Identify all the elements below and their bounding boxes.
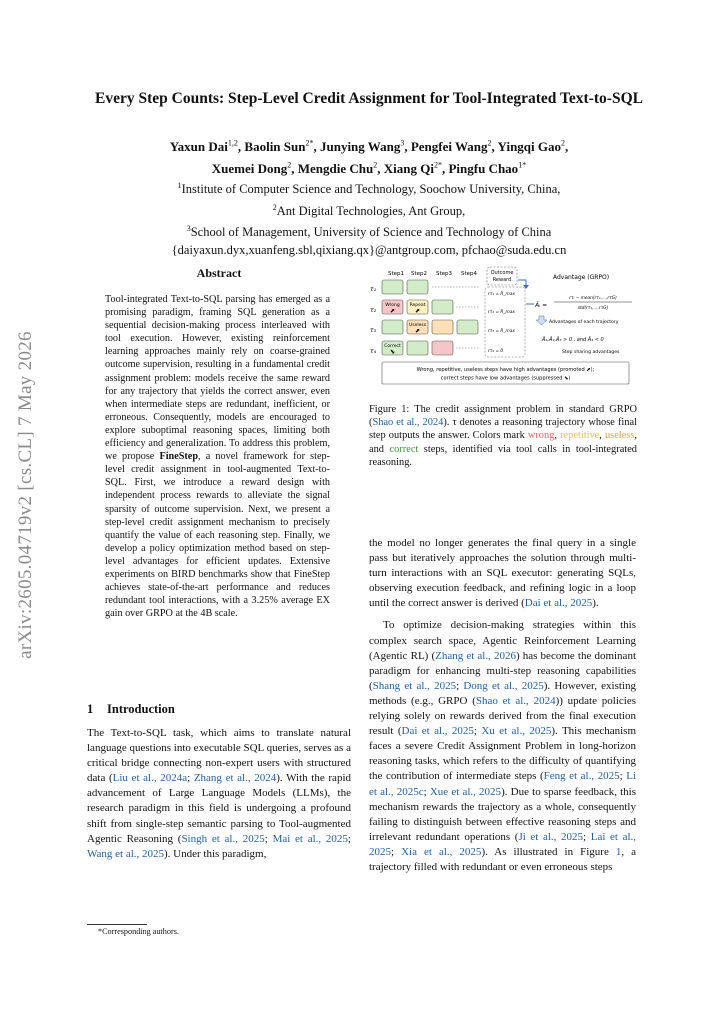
- citation-link[interactable]: Ji et al., 2025: [518, 830, 584, 843]
- affiliation: $^1$Institute of Computer Science and Technology, Soochow University, China,: [177, 181, 561, 197]
- body-paragraph: the model no longer generates the final query in a single pass but iteratively approaches the solution through multi-turn interactions with an SQL executor: generating SQLs, observing execution feedback, and refining logic in a loop until the correct answer is derived (Dai et al., 2025).: [369, 537, 636, 610]
- citation-link[interactable]: Li et al., 2025c: [369, 770, 636, 798]
- citation-link[interactable]: Xue et al., 2025: [429, 785, 502, 798]
- down-arrow-icon: [536, 316, 547, 325]
- body-paragraph: To optimize decision-making strategies within this complex search space, Agentic Reinforcement Learning (Agentic RL) (Zhang et al., 2026) has become the dominant paradigm for enhancing multi-step reasoning capabilities (Shang et al., 2025; Dong et al., 2025). However, existing methods (e.g., GRPO (Shao et al., 2024)) update policies relying solely on rewards derived from the final execution result (Dai et al., 2025; Xu et al., 2025). This mechanism faces a severe Credit Assignment Problem in long-horizon reasoning tasks, which refers to the difficulty of quantifying the contribution of intermediate steps (Feng et al., 2025; Li et al., 2025c; Xue et al., 2025). Due to sparse feedback, this mechanism rewards the trajectory as a whole, consequently failing to distinguish between effective reasoning steps and irrelevant redundant operations (Ji et al., 2025; Lai et al., 2025; Xia et al., 2025). As illustrated in Figure 1, a trajectory filled with redundant or even erroneous steps: [369, 619, 637, 873]
- citation-link[interactable]: Shao et al., 2024: [475, 694, 556, 707]
- promote-icon: ⬈: [389, 307, 396, 315]
- right-column-text: [369, 536, 636, 875]
- repetitive-color-word: repetitive: [560, 430, 600, 442]
- repeat-tag: Repeat: [409, 303, 426, 308]
- figure-note-line: Wrong, repetitive, useless steps have high advantages (promoted ⬈);: [416, 367, 595, 373]
- step-box-wrong: [432, 341, 453, 355]
- advantage-numerator: rτᵢ − mean(rτ₁,...,rτG): [569, 296, 617, 301]
- footnote-rule: [87, 924, 147, 925]
- step-box-correct: [382, 320, 403, 334]
- abstract-text: Tool-integrated Text-to-SQL parsing has emerged as a promising paradigm, framing SQL generation as a sequential decision-making process interleaved with tool execution. However, existing reinforcement learning approaches mainly rely on coarse-grained outcome supervision, resulting in a fundamental credit assignment problem: models receive the same reward for any trajectory that yields the correct answer, even when intermediate steps are redundant, inefficient, or erroneous. Consequently, models are encouraged to explore suboptimal reasoning spaces, limiting both efficiency and generalization. To address this problem, we propose FineStep, a novel framework for step-level credit assignment in tool-augmented Text-to-SQL. First, we introduce a reward design with independent process rewards to alleviate the signal sparsity of outcome supervision. Next, we present a step-level credit assignment mechanism to precisely quantify the value of each reasoning step. Finally, we develop a policy optimization method based on step-level advantages for efficient updates. Extensive experiments on BIRD benchmarks show that FineStep achieves state-of-the-art performance and reduces redundant tool interactions, with a 3.25% average EX gain over GRPO at the 4B scale.: [105, 294, 330, 620]
- step-box-useless: [432, 320, 453, 334]
- promote-icon: ⬈: [414, 327, 421, 335]
- author: Yaxun Dai$^{1,2}$,: [169, 139, 245, 155]
- reward-value: rτ₂ = R_max: [488, 310, 515, 315]
- author: Pingfu Chao$^{1*}$: [448, 160, 527, 176]
- useless-color-word: useless: [604, 430, 635, 442]
- figure-1: [368, 266, 640, 388]
- citation-link[interactable]: Wang et al., 2025: [87, 847, 165, 860]
- trajectory-label: τ₂: [370, 307, 377, 314]
- affiliations: [70, 177, 668, 259]
- reward-value: rτ₁ = R_max: [488, 292, 515, 297]
- step-header: Step4: [461, 271, 478, 277]
- citation-link[interactable]: Mai et al., 2025: [272, 832, 348, 845]
- affiliation: $^2$Ant Digital Technologies, Ant Group,: [272, 202, 466, 218]
- citation-link[interactable]: Dai et al., 2025: [401, 725, 474, 738]
- author: Pengfei Wang$^2$,: [410, 139, 498, 155]
- citation-link[interactable]: Xu et al., 2025: [481, 725, 552, 738]
- correct-tag: Correct: [384, 344, 401, 349]
- author: Baolin Sun$^{2*}$,: [244, 139, 320, 155]
- advantage-inequality: Â₁,Â₂,Â₃ > 0 , and Â₄ < 0: [542, 337, 604, 343]
- reward-value: rτ₃ = R_max: [488, 329, 515, 334]
- reward-column: [485, 287, 525, 357]
- reward-value: rτ₄ = 0: [488, 349, 504, 354]
- citation-link[interactable]: Xia et al., 2025: [401, 845, 482, 858]
- figure-reference-link[interactable]: 1: [615, 845, 622, 858]
- author-list: [70, 135, 668, 178]
- wrong-color-word: wrong: [527, 430, 555, 442]
- promote-icon: ⬈: [414, 307, 421, 315]
- citation-link[interactable]: Feng et al., 2025: [543, 770, 620, 783]
- author: Mengdie Chu$^2$,: [297, 160, 384, 176]
- advantage-title: Advantage (GRPO): [553, 274, 610, 281]
- citation-link[interactable]: Shao et al., 2024: [372, 417, 444, 429]
- author: Junying Wang$^3$,: [319, 139, 411, 155]
- step-box-correct: [432, 300, 453, 314]
- useless-tag: Useless: [408, 323, 427, 328]
- affiliation: $^3$School of Management, University of Science and Technology of China: [186, 224, 552, 240]
- advantage-formula: Âᵢ =: [535, 302, 548, 309]
- citation-link[interactable]: Dai et al., 2025: [524, 597, 593, 610]
- arxiv-identifier: arXiv:2605.04719v2 [cs.CL] 7 May 2026: [15, 331, 36, 659]
- outcome-label: Reward: [492, 277, 512, 283]
- outcome-label: Outcome: [490, 270, 514, 276]
- step-box-correct: [407, 280, 428, 294]
- step-header: Step2: [411, 271, 428, 277]
- figure-caption: Figure 1: The credit assignment problem in standard GRPO (Shao et al., 2024). τ denotes a reasoning trajectory whose final step outputs the answer. Colors mark wrong, repetitive, useless, and correct steps, identified via tool calls in tool-integrated reasoning.: [369, 404, 637, 468]
- arrow-head-icon: [523, 285, 529, 289]
- author: Yingqi Gao$^2$,: [497, 139, 569, 155]
- trajectory-label: τ₄: [370, 348, 377, 355]
- step-box-correct: [407, 341, 428, 355]
- step-box-correct: [457, 320, 478, 334]
- email-line: {daiyaxun.dyx,xuanfeng.sbl,qixiang.qx}@antgroup.com, pfchao@suda.edu.cn: [171, 242, 567, 257]
- citation-link[interactable]: Singh et al., 2025: [181, 832, 265, 845]
- step-box-correct: [382, 280, 403, 294]
- step-header: Step3: [436, 271, 453, 277]
- citation-link[interactable]: Zhang et al., 2026: [435, 649, 516, 662]
- citation-link[interactable]: Lai et al., 2025: [369, 830, 637, 858]
- figure-note-line: correct steps have low advantages (suppressed ⬊): [440, 375, 571, 382]
- trajectory-label: τ₃: [370, 327, 377, 334]
- citation-link[interactable]: Zhang et al., 2024: [193, 772, 277, 785]
- method-name: FineStep: [159, 451, 198, 463]
- citation-link[interactable]: Dong et al., 2025: [463, 679, 544, 692]
- suppress-icon: ⬊: [389, 348, 396, 356]
- citation-link[interactable]: Liu et al., 2024a: [112, 772, 188, 785]
- abstract-heading: Abstract: [196, 266, 242, 280]
- paper-title: Every Step Counts: Step-Level Credit Assignment for Tool-Integrated Text-to-SQL: [95, 90, 643, 107]
- section-heading: 1 Introduction: [87, 702, 175, 716]
- author: Xiang $Qi^{2*}$,: [383, 160, 449, 176]
- trajectory-label: τ₁: [370, 286, 377, 293]
- footnote: *Corresponding authors.: [98, 927, 179, 936]
- advantage-each-label: Advantages of each trajectory: [549, 320, 619, 325]
- author: Xuemei Dong$^2$,: [211, 160, 298, 176]
- intro-paragraph: The Text-to-SQL task, which aims to translate natural language questions into executable SQL queries, serves as a critical bridge connecting non-expert users with structured data (Liu et al., 2024a; Zhang et al., 2024). With the rapid advancement of Large Language Models (LLMs), the research paradigm in this field is undergoing a profound shift from single-step semantic parsing to Tool-augmented Agentic Reasoning (Singh et al., 2025; Mai et al., 2025; Wang et al., 2025). Under this paradigm,: [87, 727, 351, 860]
- wrong-tag: Wrong: [385, 303, 400, 308]
- correct-color-word: correct: [389, 443, 419, 455]
- citation-link[interactable]: Shang et al., 2025: [372, 679, 457, 692]
- advantage-denominator: std(rτ₁,...,rτG): [577, 306, 609, 311]
- step-sharing-label: Step sharing advantages: [562, 350, 620, 355]
- step-header: Step1: [388, 271, 405, 277]
